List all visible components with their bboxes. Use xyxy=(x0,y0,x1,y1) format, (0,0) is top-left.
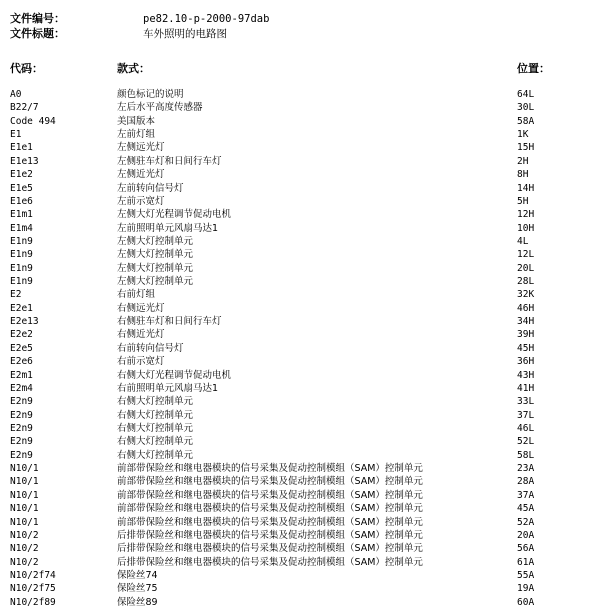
row-position: 37A xyxy=(517,489,535,501)
table-row xyxy=(10,141,590,154)
row-position: 12H xyxy=(517,209,535,221)
row-style: 左前灯组 xyxy=(117,129,156,141)
table-row xyxy=(10,302,590,315)
row-position: 46H xyxy=(517,302,535,314)
row-style: 左前转向信号灯 xyxy=(117,182,184,194)
row-position: 15H xyxy=(517,142,535,154)
row-position: 61A xyxy=(517,556,535,568)
row-code: N10/2 xyxy=(10,556,39,568)
table-row xyxy=(10,382,590,395)
row-code: N10/2f89 xyxy=(10,596,56,608)
row-style: 右侧大灯光程调节促动电机 xyxy=(117,369,232,381)
row-style: 右侧大灯控制单元 xyxy=(117,449,194,461)
row-position: 36H xyxy=(517,356,535,368)
table-row xyxy=(10,395,590,408)
table-row xyxy=(10,235,590,248)
row-position: 5H xyxy=(517,195,529,207)
doc-title-value: 车外照明的电路图 xyxy=(143,28,227,40)
row-style: 美国版本 xyxy=(117,115,156,127)
row-style: 右前示宽灯 xyxy=(117,356,165,368)
row-code: E2 xyxy=(10,289,22,301)
row-style: 左侧大灯控制单元 xyxy=(117,249,194,261)
table-row xyxy=(10,462,590,475)
row-position: 52L xyxy=(517,436,535,448)
row-style: 右侧驻车灯和日间行车灯 xyxy=(117,316,222,328)
table-row xyxy=(10,355,590,368)
row-code: E1n9 xyxy=(10,262,33,274)
row-position: 37L xyxy=(517,409,535,421)
row-position: 30L xyxy=(517,102,535,114)
component-table xyxy=(10,88,590,609)
row-style: 左前示宽灯 xyxy=(117,195,165,207)
row-code: E2n9 xyxy=(10,449,33,461)
row-code: E1e5 xyxy=(10,182,33,194)
header-code: 代码： xyxy=(10,62,43,75)
row-code: N10/1 xyxy=(10,476,39,488)
row-position: 10H xyxy=(517,222,535,234)
row-code: E1e1 xyxy=(10,142,33,154)
row-style: 保险丝89 xyxy=(117,596,158,608)
table-row xyxy=(10,248,590,261)
row-style: 左侧大灯控制单元 xyxy=(117,235,194,247)
row-position: 4L xyxy=(517,235,529,247)
row-position: 28L xyxy=(517,276,535,288)
row-code: E2m1 xyxy=(10,369,33,381)
row-code: N10/2f74 xyxy=(10,569,56,581)
row-code: E1e2 xyxy=(10,169,33,181)
table-row xyxy=(10,195,590,208)
row-code: E1m4 xyxy=(10,222,33,234)
table-row xyxy=(10,155,590,168)
row-position: 20L xyxy=(517,262,535,274)
table-row xyxy=(10,168,590,181)
table-row xyxy=(10,342,590,355)
row-position: 14H xyxy=(517,182,535,194)
row-style: 保险丝75 xyxy=(117,583,158,595)
row-position: 32K xyxy=(517,289,535,301)
table-row xyxy=(10,328,590,341)
row-style: 左侧大灯控制单元 xyxy=(117,276,194,288)
row-style: 左侧大灯控制单元 xyxy=(117,262,194,274)
table-row xyxy=(10,529,590,542)
row-position: 56A xyxy=(517,543,535,555)
row-position: 1K xyxy=(517,129,529,141)
table-row xyxy=(10,502,590,515)
row-style: 左侧远光灯 xyxy=(117,142,165,154)
row-code: E2n9 xyxy=(10,422,33,434)
header-style: 款式： xyxy=(117,62,150,75)
row-code: A0 xyxy=(10,89,22,100)
row-code: E1n9 xyxy=(10,276,33,288)
row-position: 55A xyxy=(517,569,535,581)
row-style: 左后水平高度传感器 xyxy=(117,102,203,114)
row-position: 20A xyxy=(517,529,535,541)
table-row xyxy=(10,475,590,488)
table-row xyxy=(10,569,590,582)
row-position: 33L xyxy=(517,396,535,408)
row-position: 45A xyxy=(517,503,535,515)
table-row xyxy=(10,582,590,595)
row-style: 左前照明单元风扇马达1 xyxy=(117,222,219,234)
row-position: 39H xyxy=(517,329,535,341)
row-style: 颜色标记的说明 xyxy=(117,89,184,100)
table-row xyxy=(10,115,590,128)
table-row xyxy=(10,435,590,448)
table-row xyxy=(10,556,590,569)
row-position: 8H xyxy=(517,169,529,181)
row-style: 左侧驻车灯和日间行车灯 xyxy=(117,155,222,167)
table-row xyxy=(10,128,590,141)
row-style: 后排带保险丝和继电器模块的信号采集及促动控制模组（SAM）控制单元 xyxy=(117,556,423,568)
table-row xyxy=(10,262,590,275)
row-style: 右侧大灯控制单元 xyxy=(117,409,194,421)
row-position: 52A xyxy=(517,516,535,528)
row-code: E2e1 xyxy=(10,302,33,314)
row-code: N10/1 xyxy=(10,463,39,475)
row-code: N10/1 xyxy=(10,503,39,515)
table-row xyxy=(10,422,590,435)
doc-number-label: 文件编号： xyxy=(10,12,65,25)
row-style: 后排带保险丝和继电器模块的信号采集及促动控制模组（SAM）控制单元 xyxy=(117,543,423,555)
row-style: 右侧大灯控制单元 xyxy=(117,436,194,448)
table-row xyxy=(10,88,590,101)
table-row xyxy=(10,369,590,382)
table-row xyxy=(10,182,590,195)
row-style: 左侧近光灯 xyxy=(117,169,165,181)
row-position: 28A xyxy=(517,476,535,488)
row-style: 后排带保险丝和继电器模块的信号采集及促动控制模组（SAM）控制单元 xyxy=(117,529,423,541)
row-code: E1 xyxy=(10,129,22,141)
row-position: 41H xyxy=(517,382,535,394)
table-row xyxy=(10,288,590,301)
row-position: 43H xyxy=(517,369,535,381)
row-code: E2e5 xyxy=(10,342,33,354)
row-code: E1e13 xyxy=(10,155,39,167)
row-position: 23A xyxy=(517,463,535,475)
row-code: E2e6 xyxy=(10,356,33,368)
doc-title-label: 文件标题： xyxy=(10,27,65,40)
row-code: E2n9 xyxy=(10,409,33,421)
table-row xyxy=(10,101,590,114)
row-style: 前部带保险丝和继电器模块的信号采集及促动控制模组（SAM）控制单元 xyxy=(117,489,423,501)
table-row xyxy=(10,449,590,462)
header-position: 位置： xyxy=(517,62,550,75)
row-code: E1m1 xyxy=(10,209,33,221)
table-row xyxy=(10,222,590,235)
table-row xyxy=(10,542,590,555)
row-style: 右侧大灯控制单元 xyxy=(117,422,194,434)
table-row xyxy=(10,489,590,502)
row-style: 右前转向信号灯 xyxy=(117,342,184,354)
row-position: 2H xyxy=(517,155,529,167)
row-position: 58L xyxy=(517,449,535,461)
row-style: 右前照明单元风扇马达1 xyxy=(117,382,219,394)
table-row xyxy=(10,409,590,422)
table-row xyxy=(10,208,590,221)
row-code: E2e2 xyxy=(10,329,33,341)
table-header xyxy=(10,62,590,76)
row-style: 右前灯组 xyxy=(117,289,156,301)
doc-number-value: pe82.10-p-2000-97dab xyxy=(143,13,270,25)
row-position: 60A xyxy=(517,596,535,608)
row-position: 58A xyxy=(517,115,535,127)
row-style: 前部带保险丝和继电器模块的信号采集及促动控制模组（SAM）控制单元 xyxy=(117,503,423,515)
row-code: E1n9 xyxy=(10,235,33,247)
row-style: 右侧大灯控制单元 xyxy=(117,396,194,408)
row-position: 45H xyxy=(517,342,535,354)
row-code: E2n9 xyxy=(10,436,33,448)
row-position: 19A xyxy=(517,583,535,595)
row-code: B22/7 xyxy=(10,102,39,114)
row-code: N10/2f75 xyxy=(10,583,56,595)
row-style: 前部带保险丝和继电器模块的信号采集及促动控制模组（SAM）控制单元 xyxy=(117,476,423,488)
table-row xyxy=(10,315,590,328)
row-style: 左侧大灯光程调节促动电机 xyxy=(117,209,232,221)
row-style: 右侧远光灯 xyxy=(117,302,165,314)
row-code: Code 494 xyxy=(10,115,56,127)
row-style: 前部带保险丝和继电器模块的信号采集及促动控制模组（SAM）控制单元 xyxy=(117,516,423,528)
row-code: E1e6 xyxy=(10,195,33,207)
row-style: 前部带保险丝和继电器模块的信号采集及促动控制模组（SAM）控制单元 xyxy=(117,463,423,475)
row-style: 保险丝74 xyxy=(117,569,158,581)
row-position: 46L xyxy=(517,422,535,434)
row-code: E2m4 xyxy=(10,382,33,394)
row-code: N10/2 xyxy=(10,529,39,541)
row-code: N10/1 xyxy=(10,489,39,501)
row-code: E1n9 xyxy=(10,249,33,261)
table-row xyxy=(10,596,590,609)
row-code: N10/2 xyxy=(10,543,39,555)
row-code: N10/1 xyxy=(10,516,39,528)
row-position: 12L xyxy=(517,249,535,261)
row-position: 64L xyxy=(517,89,535,100)
row-code: E2e13 xyxy=(10,316,39,328)
table-row xyxy=(10,516,590,529)
row-style: 右侧近光灯 xyxy=(117,329,165,341)
table-row xyxy=(10,275,590,288)
row-position: 34H xyxy=(517,316,535,328)
row-code: E2n9 xyxy=(10,396,33,408)
